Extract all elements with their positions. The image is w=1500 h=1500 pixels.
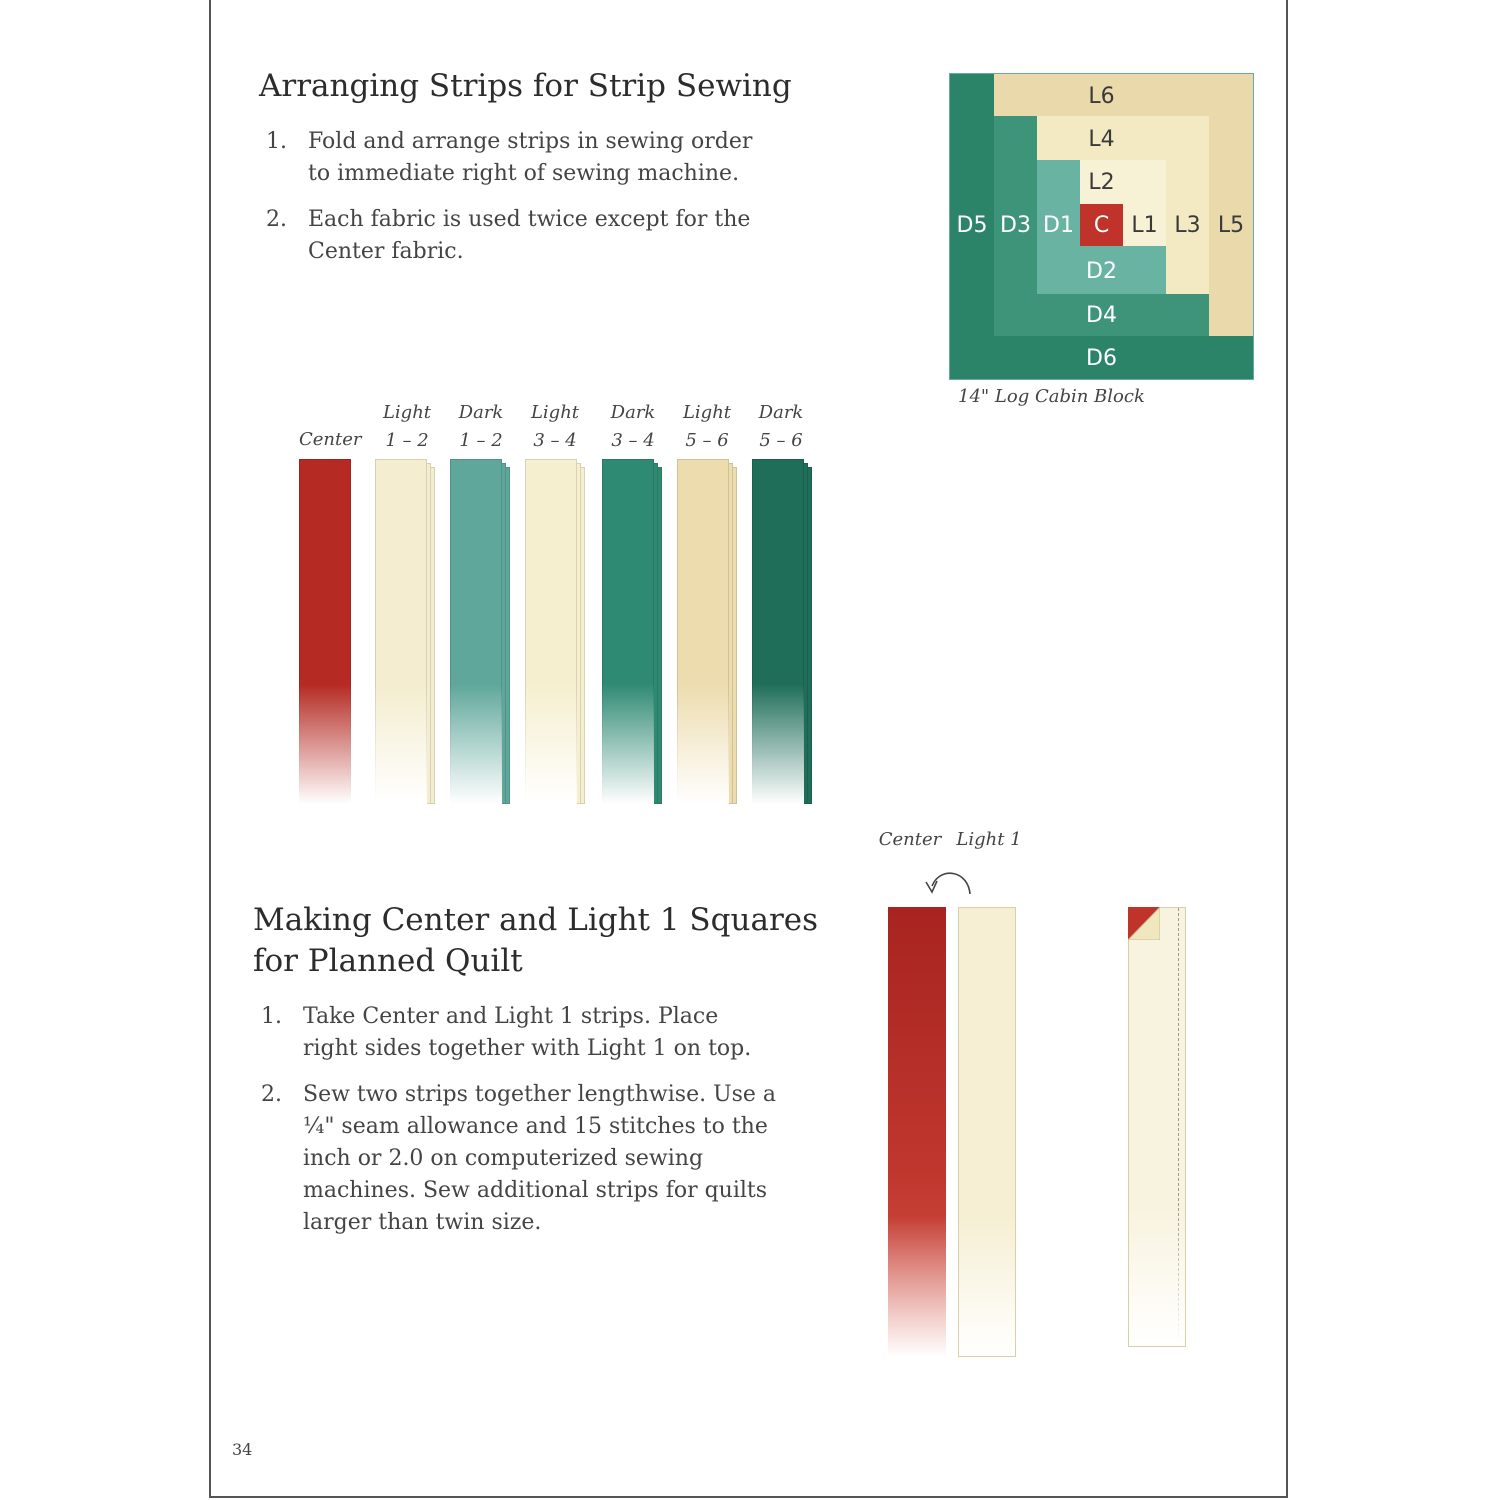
strip-fade (752, 684, 804, 804)
diagram-label-light-1: Light 1 (956, 829, 1022, 850)
strip-fade (375, 684, 427, 804)
section-title-making-line1: Making Center and Light 1 Squares (253, 902, 819, 938)
log-cabin-block (950, 74, 1253, 379)
block-label-l5: L5 (1217, 212, 1245, 238)
strip-fade (677, 684, 729, 804)
fabric-strip (752, 459, 804, 804)
strip-label-light-1-2-top: Light (382, 402, 432, 423)
strip-label-dark-5-6-top: Dark (758, 402, 804, 423)
arranging-steps (262, 126, 762, 282)
diagram-label-center: Center (878, 829, 942, 850)
section-title-making-line2: for Planned Quilt (253, 943, 523, 979)
block-label-l2: L2 (1088, 169, 1115, 195)
block-label-d4: D4 (1086, 302, 1117, 328)
fabric-strip (677, 459, 729, 804)
strip-fade (299, 684, 351, 804)
making-steps (257, 1001, 777, 1253)
block-caption: 14" Log Cabin Block (958, 386, 1145, 407)
block-piece-l6 (994, 74, 1253, 116)
step-item: 2. Each fabric is used twice except for the Center fabric. (266, 207, 751, 264)
block-piece-l4 (1037, 116, 1209, 160)
strip-label-center: Center (299, 429, 362, 450)
fabric-strip (602, 459, 654, 804)
section-title-arranging: Arranging Strips for Strip Sewing (259, 68, 792, 104)
strip-fade (450, 684, 502, 804)
strip-fade (525, 684, 577, 804)
sewn-strip-pair (1128, 907, 1186, 1347)
light-1-strip (958, 907, 1016, 1357)
block-label-d6: D6 (1086, 346, 1117, 371)
block-label-d2: D2 (1086, 258, 1117, 284)
strip-label-dark-5-6-range: 5 – 6 (759, 430, 803, 451)
block-label-l1: L1 (1131, 212, 1158, 238)
strip-fade (602, 684, 654, 804)
page-number: 34 (232, 1440, 253, 1459)
step-item: 1. Fold and arrange strips in sewing order to immediate right of sewing machine. (266, 129, 753, 186)
fabric-strip (299, 459, 351, 804)
step-item: 1. Take Center and Light 1 strips. Place right sides together with Light 1 on top. (261, 1004, 752, 1061)
block-label-d3: D3 (1000, 212, 1031, 238)
fabric-strip (375, 459, 427, 804)
strip-label-dark-3-4-top: Dark (610, 402, 656, 423)
flip-arrow-icon (920, 862, 980, 902)
strip-label-dark-1-2-range: 1 – 2 (459, 430, 503, 451)
strip-label-dark-3-4-range: 3 – 4 (611, 430, 655, 451)
fabric-strip (525, 459, 577, 804)
strip-label-light-1-2-range: 1 – 2 (385, 430, 429, 451)
block-label-l4: L4 (1088, 126, 1115, 152)
corner-fold-icon (1128, 907, 1160, 940)
strip-label-light-5-6-top: Light (682, 402, 732, 423)
strip-label-dark-1-2-top: Dark (458, 402, 504, 423)
block-label-c: C (1093, 212, 1110, 238)
strip-label-light-5-6-range: 5 – 6 (685, 430, 729, 451)
fabric-strip (450, 459, 502, 804)
strip-label-light-3-4-top: Light (530, 402, 580, 423)
block-label-l3: L3 (1174, 212, 1201, 238)
block-label-d1: D1 (1043, 212, 1074, 238)
block-label-l6: L6 (1088, 83, 1115, 109)
strip-label-light-3-4-range: 3 – 4 (533, 430, 577, 451)
block-label-d5: D5 (956, 212, 988, 238)
center-strip (888, 907, 946, 1357)
step-item: 2. Sew two strips together lengthwise. Use a ¼" seam allowance and 15 stitches to the inch or 2.0 on computerized sewing machines. Sew additional strips for quilts larger than twin size. (261, 1082, 777, 1235)
